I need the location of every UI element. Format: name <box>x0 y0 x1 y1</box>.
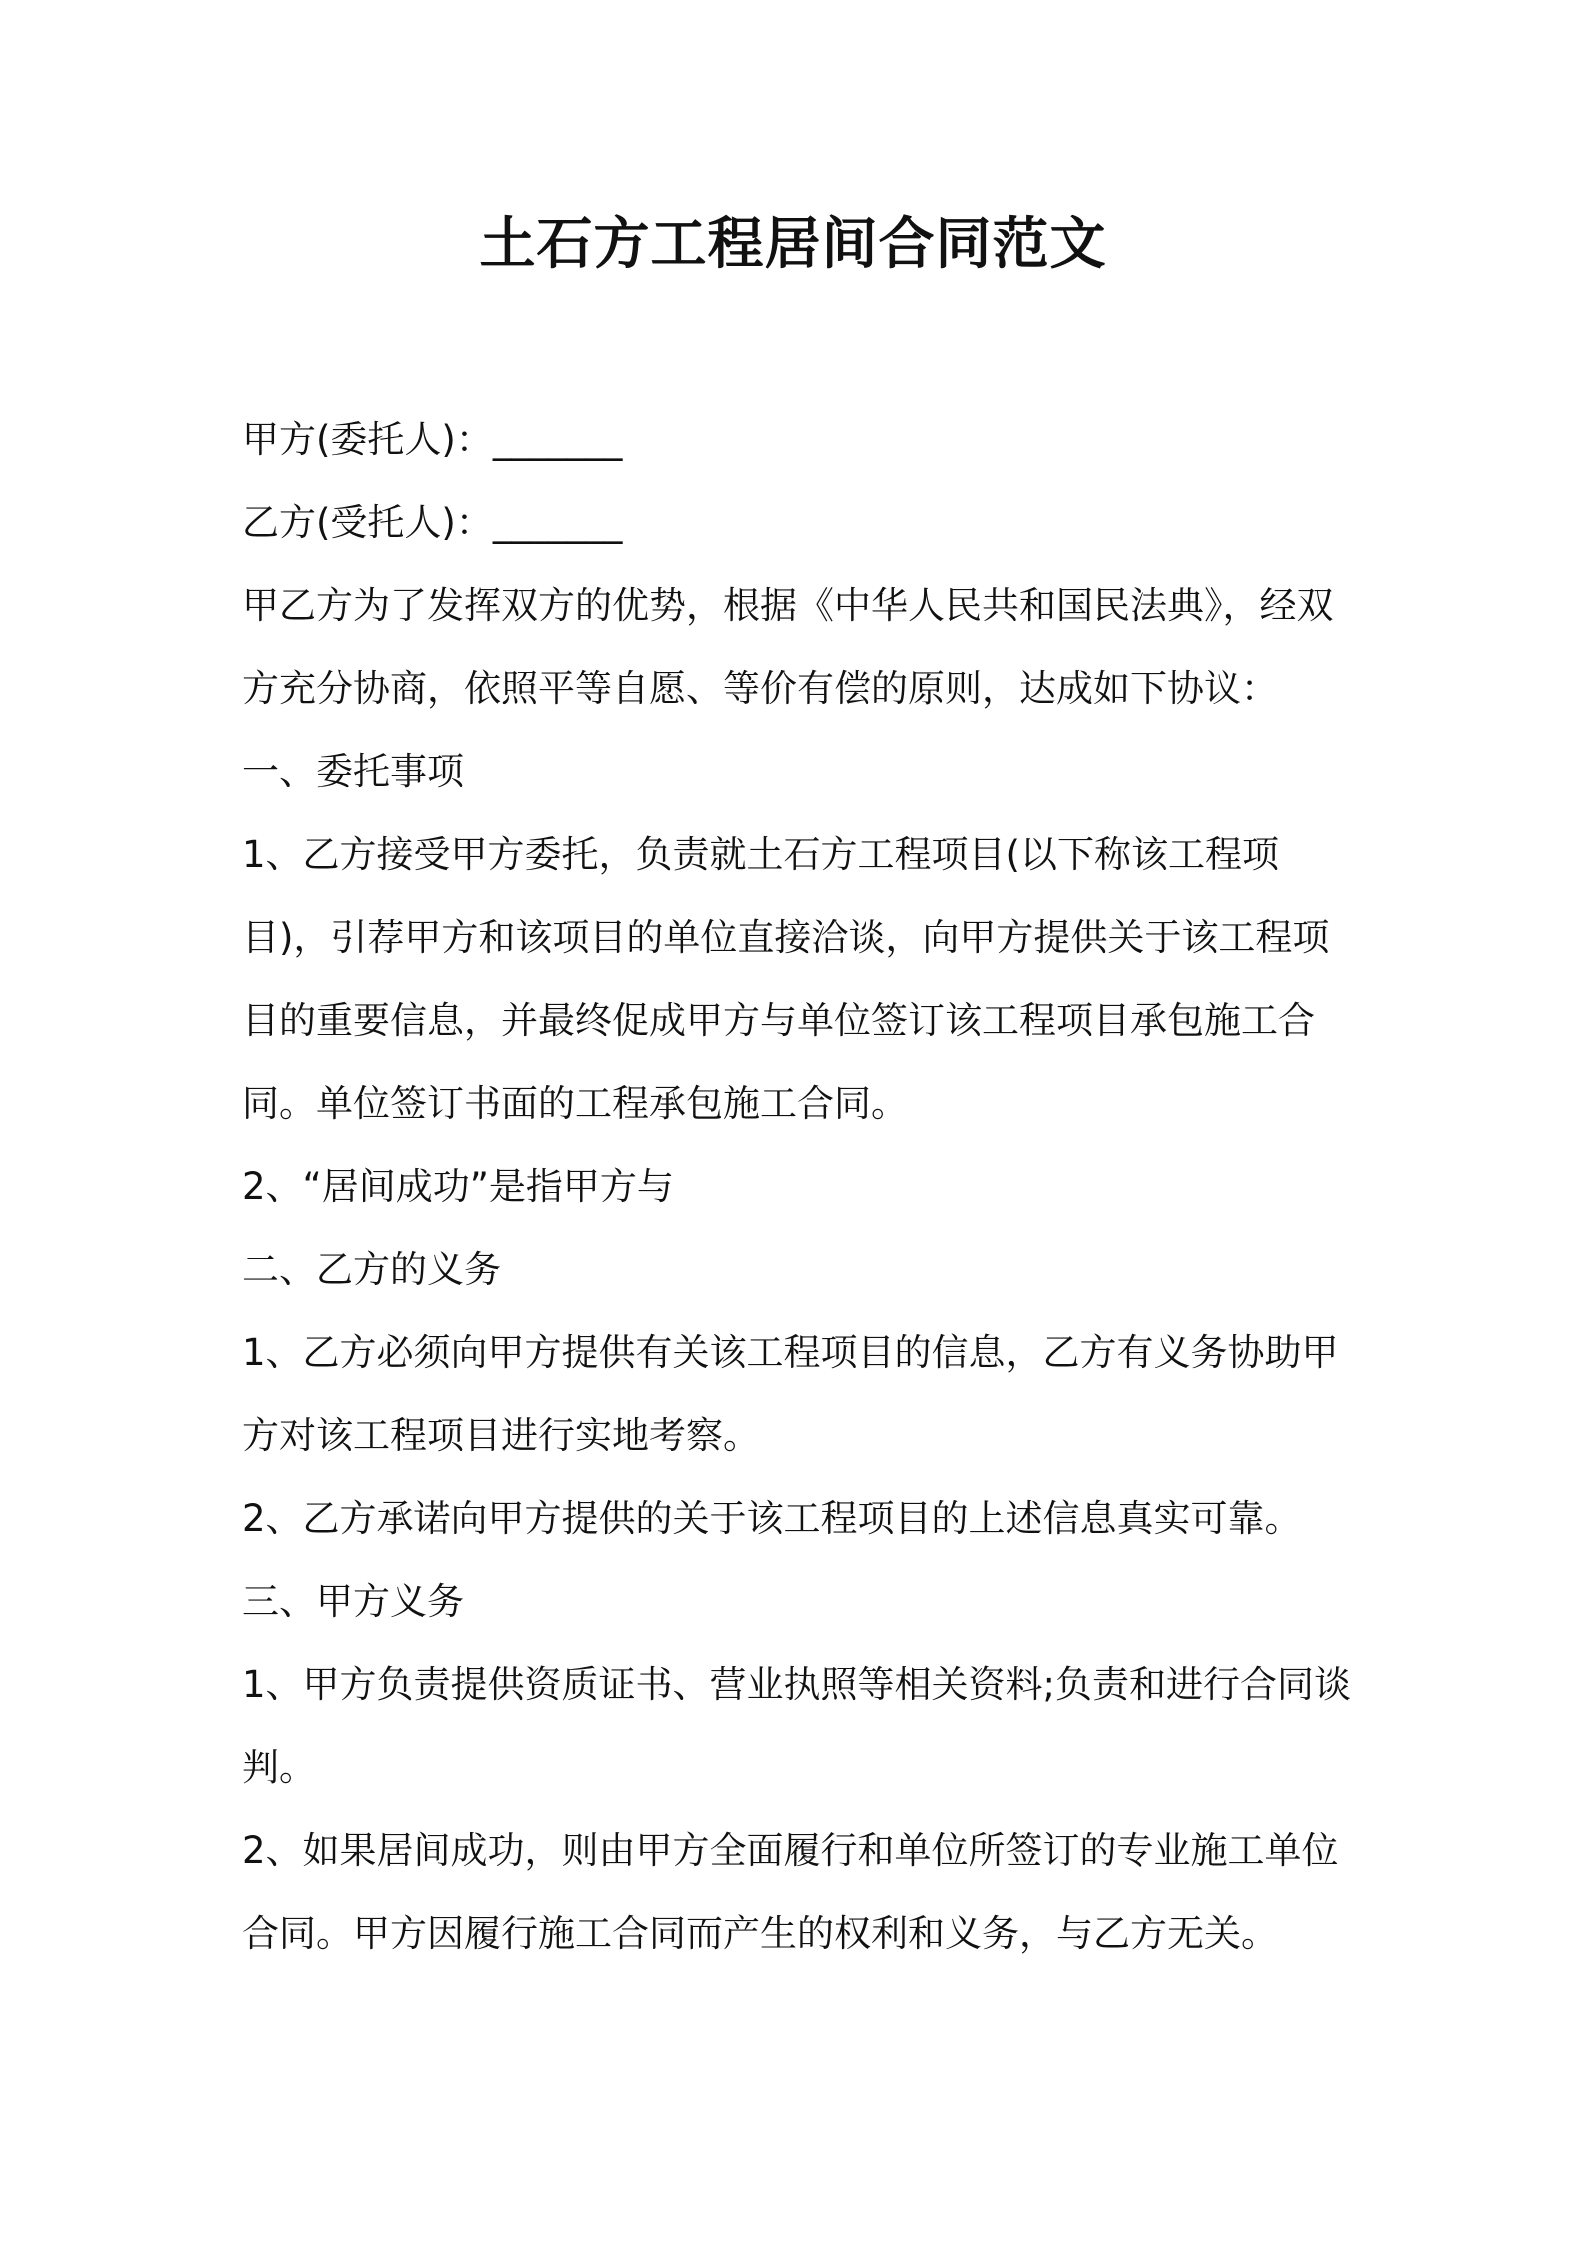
party-a-line: 甲方(委托人)：_______ <box>242 418 623 461</box>
party-b-line: 乙方(受托人)：_______ <box>242 501 623 544</box>
section-heading-3: 三、甲方义务 <box>242 1580 464 1623</box>
section-3-clause-2: 2、如果居间成功，则由甲方全面履行和单位所签订的专业施工单位合同。甲方因履行施工合同而产生的权利和义务，与乙方无关。 <box>242 1829 1339 1955</box>
section-2-clause-2: 2、乙方承诺向甲方提供的关于该工程项目的上述信息真实可靠。 <box>242 1497 1302 1540</box>
section-1-clause-2: 2、“居间成功”是指甲方与 <box>242 1165 674 1208</box>
section-heading-1: 一、委托事项 <box>242 750 464 793</box>
section-2-clause-1: 1、乙方必须向甲方提供有关该工程项目的信息，乙方有义务协助甲方对该工程项目进行实地考察。 <box>242 1331 1339 1457</box>
section-1-clause-1: 1、乙方接受甲方委托，负责就土石方工程项目(以下称该工程项目)，引荐甲方和该项目的单位直接洽谈，向甲方提供关于该工程项目的重要信息，并最终促成甲方与单位签订该工程项目承包施工合同。单位签订书面的工程承包施工合同。 <box>242 833 1330 1125</box>
section-3-clause-1: 1、甲方负责提供资质证书、营业执照等相关资料;负责和进行合同谈判。 <box>242 1663 1352 1789</box>
document-title: 土石方工程居间合同范文 <box>479 212 1107 277</box>
document-body <box>242 398 1362 1975</box>
section-heading-2: 二、乙方的义务 <box>242 1248 501 1291</box>
preamble-paragraph: 甲乙方为了发挥双方的优势，根据《中华人民共和国民法典》，经双方充分协商，依照平等自愿、等价有偿的原则，达成如下协议： <box>242 584 1334 710</box>
